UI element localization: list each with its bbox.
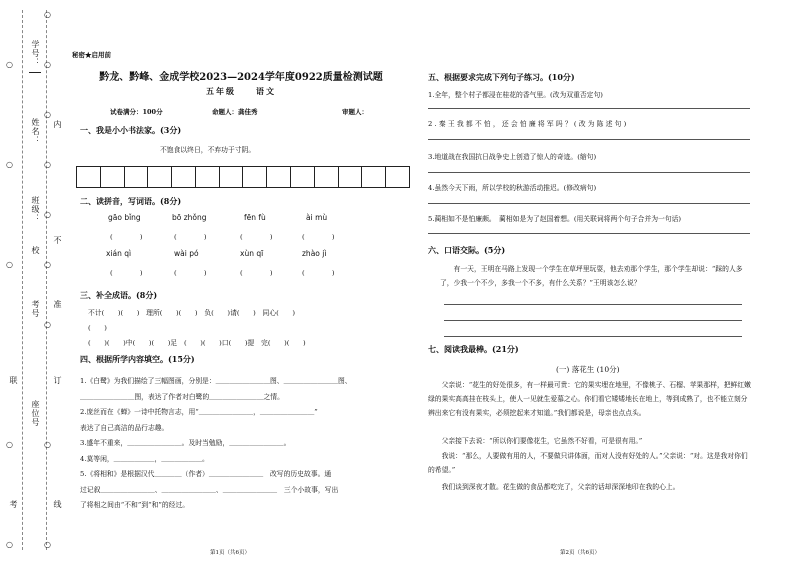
- answer-line[interactable]: [444, 304, 742, 305]
- q5-sentence: 5.蔺相如不是怕廉颇。 蔺相如是为了赵国着想。(用关联词将两个句子合并为一句话): [428, 215, 682, 223]
- q4-line[interactable]: 过记叙＿＿＿＿＿＿＿＿、＿＿＿＿＿＿＿＿、＿＿＿＿＿＿＿＿ 三个小故事，写出: [80, 486, 339, 494]
- pinyin: wài pó: [174, 249, 199, 258]
- q3-line3[interactable]: ( )( )中( )( )足 ( )( )口( )提 完( )( ): [88, 339, 306, 347]
- binding-line-inner: [46, 10, 47, 550]
- q6-title: 六、口语交际。(5分): [428, 245, 506, 255]
- answer-bracket[interactable]: ( ): [240, 269, 273, 277]
- school-label: 校: [31, 246, 40, 255]
- q4-title: 四、根据所学内容填空。(15分): [80, 354, 195, 364]
- reading-paragraph: 父亲接下去说：“所以你们要像花生，它虽然不好看，可是很有用。”: [441, 437, 643, 445]
- answer-line[interactable]: [444, 320, 742, 321]
- answer-line[interactable]: [428, 139, 750, 140]
- q4-line[interactable]: 4.莫等闲，＿＿＿＿＿＿，＿＿＿＿＿＿。: [80, 455, 209, 463]
- answer-bracket[interactable]: ( ): [240, 233, 273, 241]
- pinyin: gāo bǐng: [108, 213, 141, 222]
- q7-title: 七、阅读我最棒。(21分): [428, 344, 519, 354]
- margin-mark-no: 不: [53, 236, 62, 245]
- answer-line[interactable]: [428, 172, 750, 173]
- name-label: 姓名：: [31, 118, 40, 145]
- seat-label: 座位号: [31, 400, 40, 427]
- reading-paragraph: 我们谈到深夜才散。花生做的食品都吃完了，父亲的话却深深地印在我的心上。: [441, 483, 680, 491]
- answer-line[interactable]: [428, 233, 750, 234]
- q3-title: 三、补全成语。(8分): [80, 290, 158, 300]
- student-id-label: 学号：: [31, 40, 40, 67]
- q5-sentence: 3.地道战在我国抗日战争史上创造了惊人的奇迹。(缩句): [428, 153, 597, 161]
- q5-title: 五、根据要求完成下列句子练习。(10分): [428, 72, 575, 82]
- q5-sentence: 1.全年，整个村子都浸在桂花的香气里。(改为双重否定句): [428, 91, 603, 99]
- student-id-underline: [29, 72, 41, 73]
- binding-circle: ○: [6, 440, 13, 449]
- answer-line[interactable]: [428, 203, 750, 204]
- margin-mark-lian: 联: [9, 376, 18, 385]
- margin-mark-kao: 考: [9, 500, 18, 509]
- answer-bracket[interactable]: ( ): [110, 233, 143, 241]
- q4-line[interactable]: 2.庞丝而在《蝉》一诗中托物言志，用“＿＿＿＿＿＿＿＿，＿＿＿＿＿＿＿＿”: [80, 408, 318, 416]
- secret-label: 秘密★启用前: [72, 51, 111, 59]
- binding-circle: ○: [44, 260, 51, 269]
- class-label: 班级：: [31, 196, 40, 223]
- grade-subject: 五年级 语文: [206, 86, 276, 96]
- q3-line2[interactable]: ( ): [88, 324, 107, 332]
- writing-grid[interactable]: [76, 166, 410, 188]
- answer-bracket[interactable]: ( ): [174, 269, 207, 277]
- q4-line[interactable]: 1.《白鹭》为我们描绘了三幅图画，分别是：＿＿＿＿＿＿＿＿图、＿＿＿＿＿＿＿＿图、: [80, 377, 352, 385]
- pinyin: ài mù: [306, 213, 328, 222]
- pinyin: fēn fù: [244, 213, 266, 222]
- answer-bracket[interactable]: ( ): [174, 233, 207, 241]
- binding-circle: ○: [6, 260, 13, 269]
- binding-circle: ○: [44, 60, 51, 69]
- answer-bracket[interactable]: ( ): [302, 233, 335, 241]
- binding-circle: ○: [6, 160, 13, 169]
- page-number-left: 第1页（共6页）: [210, 550, 250, 556]
- q6-prompt: 有一天，王明在马路上发现一个学生在草坪里玩耍，他去劝那个学生，那个学生却说：“踩的人多了，少我一个不少，多我一个不多，有什么关系？”王明该怎么说？: [440, 265, 743, 288]
- binding-circle: ○: [44, 440, 51, 449]
- margin-mark-ding: 订: [53, 376, 62, 385]
- binding-circle: ○: [6, 540, 13, 549]
- q5-sentence: 2.秦王我都不怕，还会怕廉将军吗？(改为陈述句): [428, 120, 629, 128]
- margin-mark-zhun: 准: [53, 300, 62, 309]
- page-number-right: 第2页（共6页）: [560, 550, 600, 556]
- binding-circle: ○: [44, 110, 51, 119]
- reading-paragraph: 父亲说：“花生的好处很多，有一样最可贵：它的果实埋在地里，不像桃子、石榴、苹果那样，把鲜红嫩绿的果实高高挂在枝头上，使人一见就生爱慕之心。你们看它矮矮地长在地上，等到成熟了，也不能立刻分辨出来它有没有果实，必须挖起来才知道。”我们都说是，母亲也点点头。: [428, 381, 751, 418]
- answer-bracket[interactable]: ( ): [110, 269, 143, 277]
- binding-circle: ○: [44, 540, 51, 549]
- q4-line[interactable]: 3.盛年不重来，＿＿＿＿＿＿＿＿。及时当勉励，＿＿＿＿＿＿＿＿。: [80, 439, 291, 447]
- binding-circle: ○: [44, 320, 51, 329]
- author: 命题人：龚佳秀: [212, 108, 258, 116]
- q1-text: 不饱食以终日，不弃功于寸阴。: [160, 146, 256, 154]
- binding-circle: ○: [6, 60, 13, 69]
- exam-title: 黔龙、黔峰、金成学校2023—2024学年度0922质量检测试题: [99, 72, 383, 83]
- q4-line: 表达了自己高洁的品行志趣。: [80, 424, 169, 432]
- q2-title: 二、读拼音，写词语。(8分): [80, 196, 182, 206]
- pinyin: bō zhǒng: [172, 213, 207, 222]
- margin-mark-line: 线: [53, 500, 62, 509]
- pinyin: xùn qī: [240, 249, 264, 258]
- full-score: 试卷满分：100分: [110, 108, 163, 116]
- q5-sentence: 4.虽然今天下雨，所以学校的秋游活动推迟。(修改病句): [428, 184, 597, 192]
- reading-title: (一) 落花生 (10分): [556, 365, 620, 374]
- q4-line: 了将相之间由“不和”到“和”的经过。: [80, 501, 190, 509]
- binding-circle: ○: [44, 210, 51, 219]
- answer-line[interactable]: [444, 336, 742, 337]
- binding-circle: ○: [44, 160, 51, 169]
- q4-line[interactable]: ＿＿＿＿＿＿＿＿图，表达了作者对白鹭的＿＿＿＿＿＿＿＿之情。: [80, 393, 284, 401]
- reviewer: 审题人：: [342, 108, 368, 116]
- q3-line1[interactable]: 不计( )( ) 理所( )( ) 负( )请( ) 同心( ): [88, 309, 296, 317]
- q1-title: 一、我是小小书法家。(3分): [80, 125, 182, 135]
- binding-circle: ○: [44, 10, 51, 19]
- margin-mark-inner: 内: [53, 120, 62, 129]
- binding-line-outer: [22, 10, 23, 550]
- answer-line[interactable]: [428, 108, 750, 109]
- answer-bracket[interactable]: ( ): [302, 269, 335, 277]
- pinyin: zhào jì: [302, 249, 327, 258]
- reading-paragraph: 我说：“那么，人要做有用的人，不要做只讲体面，而对人没有好处的人。”父亲说：“对。这是我对你们的希望。”: [428, 452, 748, 475]
- q4-line[interactable]: 5.《将相和》是根据汉代＿＿＿＿（作者）＿＿＿＿＿＿＿＿ 改写的历史故事。通: [80, 470, 332, 478]
- pinyin: xián qì: [106, 249, 132, 258]
- exam-no-label: 考号: [31, 300, 40, 318]
